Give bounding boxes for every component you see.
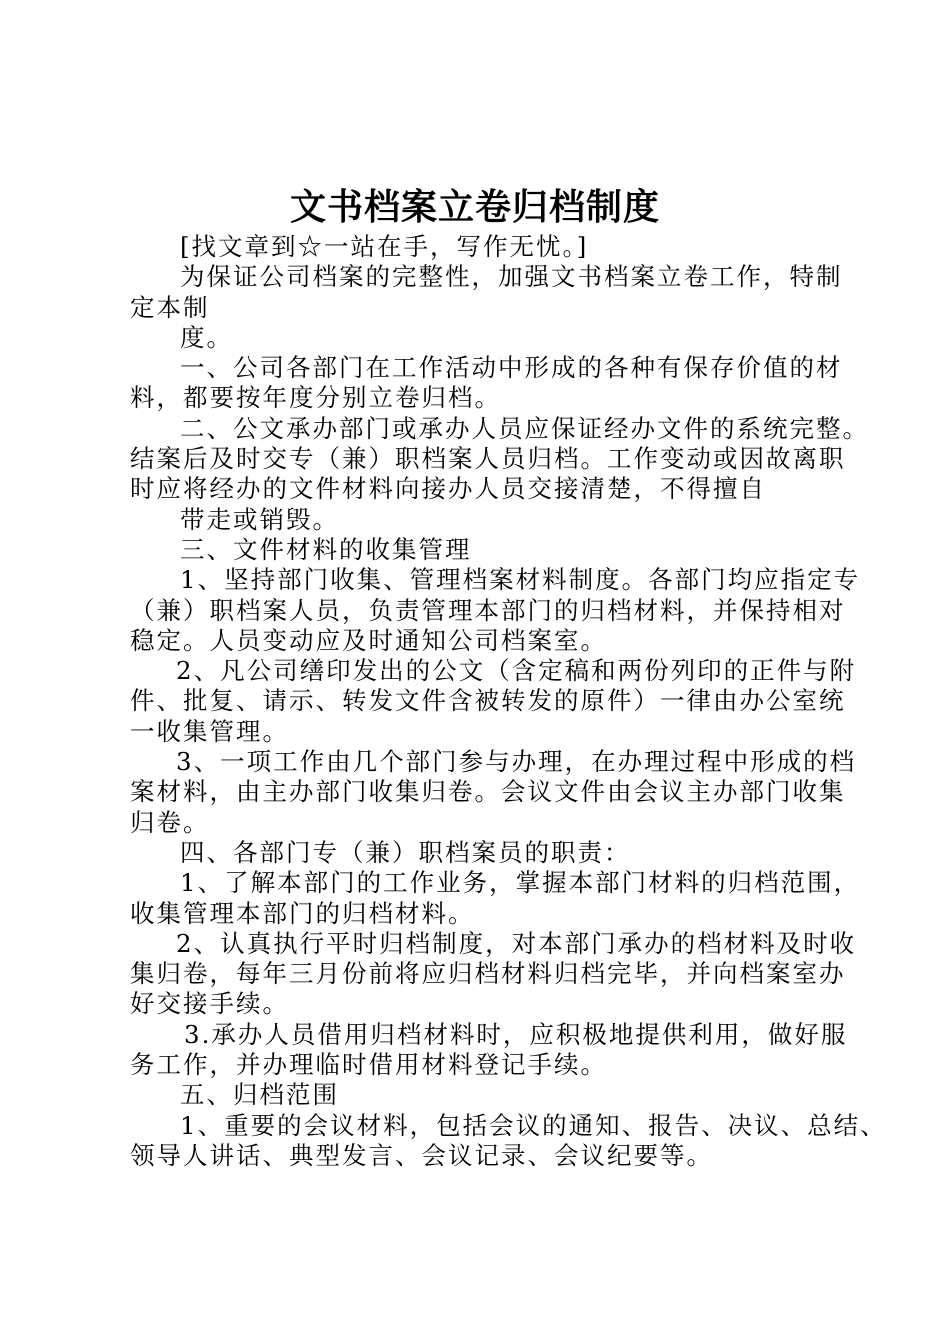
- text-line: 件、批复、请示、转发文件含被转发的原件）一律由办公室统: [130, 686, 846, 716]
- text-line: 1、了解本部门的工作业务，掌握本部门材料的归档范围，: [180, 868, 861, 898]
- text-line: 务工作，并办理临时借用材料登记手续。: [130, 1050, 607, 1080]
- text-line: 四、各部门专（兼）职档案员的职责：: [180, 837, 631, 867]
- document-body: [130, 232, 887, 1171]
- document-title: 文书档案立卷归档制度: [289, 186, 660, 228]
- text-line: 3.承办人员借用归档材料时，应积极地提供利用，做好服: [184, 1019, 848, 1049]
- text-line: 集归卷，每年三月份前将应归档材料归档完毕，并向档案室办: [130, 959, 846, 989]
- text-line: 时应将经办的文件材料向接办人员交接清楚，不得擅自: [130, 474, 766, 504]
- text-line: 三、文件材料的收集管理: [180, 534, 472, 564]
- text-line: 为保证公司档案的完整性，加强文书档案立卷工作，特制: [180, 262, 843, 292]
- text-line: 归卷。: [130, 807, 210, 837]
- text-line: 2、认真执行平时归档制度，对本部门承办的档材料及时收: [176, 928, 857, 958]
- text-line: 案材料，由主办部门收集归卷。会议文件由会议主办部门收集: [130, 777, 846, 807]
- text-line: 五、归档范围: [180, 1080, 339, 1110]
- text-line: 好交接手续。: [130, 989, 289, 1019]
- text-line: [找文章到☆一站在手，写作无忧。]: [180, 232, 589, 261]
- text-line: 2、凡公司缮印发出的公文（含定稿和两份列印的正件与附: [176, 656, 857, 686]
- text-line: 一收集管理。: [130, 716, 289, 746]
- text-line: 领导人讲话、典型发言、会议记录、会议纪要等。: [130, 1140, 713, 1170]
- text-line: 收集管理本部门的归档材料。: [130, 898, 475, 928]
- text-line: 稳定。人员变动应及时通知公司档案室。: [130, 625, 607, 655]
- text-line: 二、公文承办部门或承办人员应保证经办文件的系统完整。: [180, 413, 869, 443]
- text-line: 一、公司各部门在工作活动中形成的各种有保存价值的材: [180, 353, 843, 383]
- text-line: （兼）职档案人员，负责管理本部门的归档材料，并保持相对: [130, 595, 846, 625]
- text-line: 料，都要按年度分别立卷归档。: [130, 383, 501, 413]
- text-line: 带走或销毁。: [180, 504, 339, 534]
- text-line: 1、重要的会议材料，包括会议的通知、报告、决议、总结、: [180, 1110, 887, 1140]
- text-line: 1、坚持部门收集、管理档案材料制度。各部门均应指定专: [180, 565, 861, 595]
- text-line: 定本制: [130, 292, 210, 322]
- text-line: 度。: [180, 322, 233, 352]
- text-line: 结案后及时交专（兼）职档案人员归档。工作变动或因故离职: [130, 444, 846, 474]
- text-line: 3、一项工作由几个部门参与办理，在办理过程中形成的档: [176, 747, 857, 777]
